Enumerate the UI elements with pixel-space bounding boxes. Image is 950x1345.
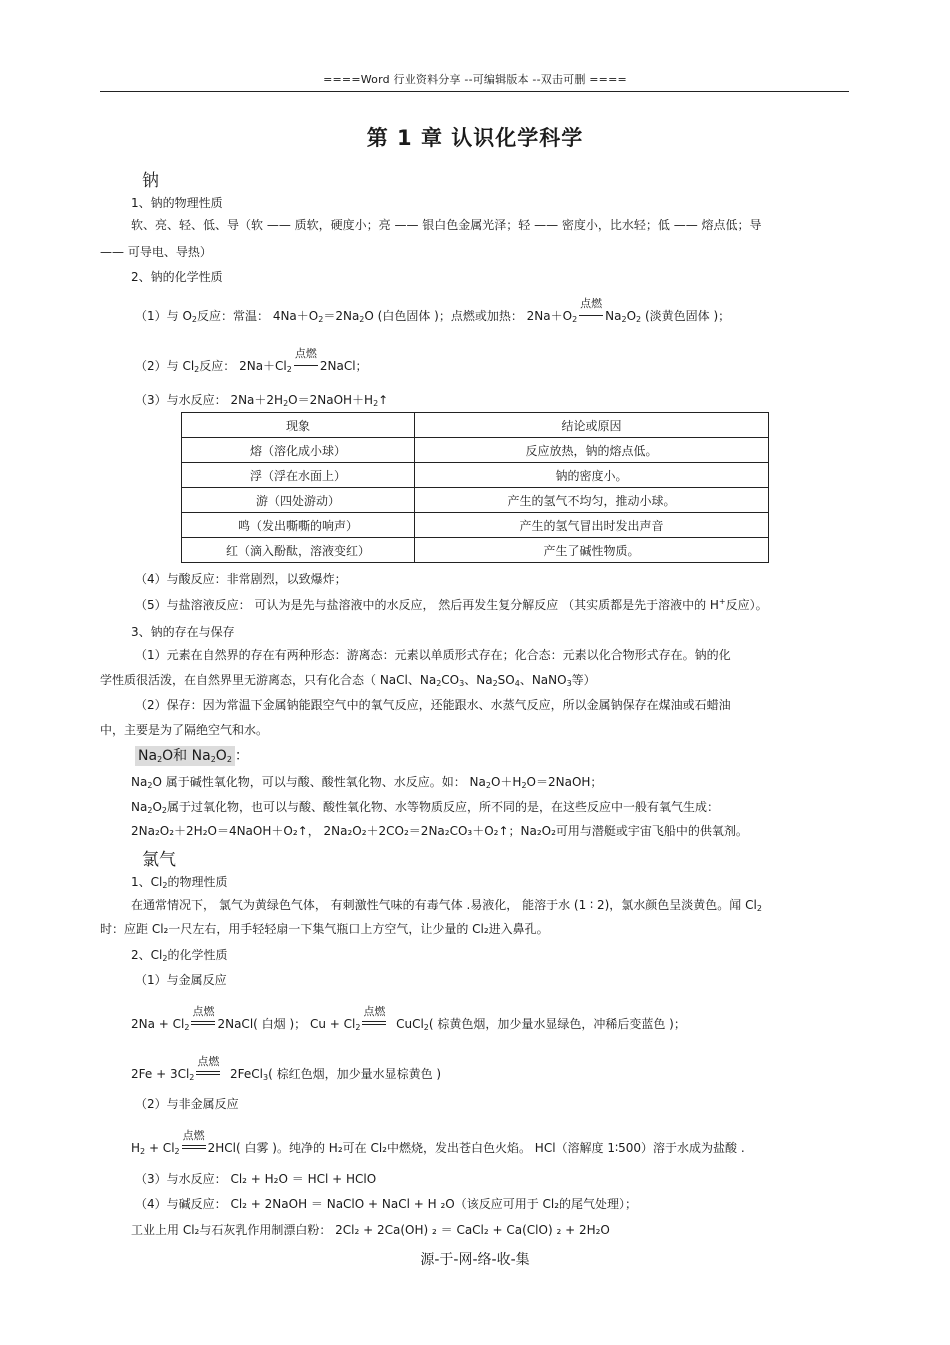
storage-line3: （2）保存：因为常温下金属钠能跟空气中的氧气反应，还能跟水、水蒸气反应，所以金属钠保存在煤油或石蜡油 [135,698,731,712]
industrial-bleach: 工业上用 Cl₂与石灰乳作用制漂白粉： 2Cl₂ + 2Ca(OH) ₂ ＝ CaCl₂ + Ca(ClO) ₂ + 2H₂O [131,1223,610,1237]
nonmetal-reaction-title: （2）与非金属反应 [135,1097,239,1111]
page-header: ====Word 行业资料分享 --可编辑版本 --双击可删 ==== [323,73,627,86]
table-header-row [182,413,769,438]
table-row [182,538,769,563]
sodium-physical-line2: —— 可导电、导热） [100,245,212,259]
reaction-salt: （5）与盐溶液反应： 可认为是先与盐溶液中的水反应， 然后再发生复分解反应 （其实质都是先于溶液中的 H+反应）。 [135,597,768,612]
reaction-acid: （4）与酸反应：非常剧烈，以致爆炸； [135,572,347,586]
ignite-condition: 点燃 [196,1067,220,1081]
oxide-line1: $Na_2O$ 属于碱性氧化物，可以与酸、酸性氧化物、水反应。如： $Na_2O+H_2O=2NaOH$； [131,775,603,790]
table-row [182,463,769,488]
base-reaction: （4）与碱反应： Cl₂ + 2NaOH ＝ NaClO + NaCl + H ₂O（该反应可用于 Cl₂的尾气处理）； [135,1197,638,1211]
ignite-condition: 点燃 [182,1141,206,1155]
table-row [182,488,769,513]
section-heading-sodium: 钠 [142,171,159,191]
table-cell: 产生的氢气不均匀，推动小球。 [415,488,769,513]
reaction-water: （3）与水反应： $2Na+2H_2O=2NaOH+H_2↑$ [135,393,389,408]
table-cell: 红（滴入酚酞，溶液变红） [182,538,415,563]
page-footer: 源-于-网-络-收-集 [420,1252,530,1268]
metal-reaction-line2: $2Fe + 3Cl_2$ 点燃 2FeCl$_3$( 棕红色烟，加少量水显棕黄色 ) [131,1055,442,1082]
chlorine-physical-line2: 时：应距 Cl₂一尺左右，用手轻轻扇一下集气瓶口上方空气，让少量的 Cl₂进入鼻孔。 [100,922,549,936]
chlorine-physical-title: 1、$Cl_2$的物理性质 [131,875,228,890]
table-cell: 游（四处游动） [182,488,415,513]
section-heading-oxides: $Na_2O$和 $Na_2O_2$ ： [135,745,249,765]
ignite-condition: 点燃 [191,1017,215,1031]
phenomena-table [181,412,769,563]
chlorine-physical-line1: 在通常情况下， 氯气为黄绿色气体， 有刺激性气味的有毒气体 .易液化， 能溶于水 (1 ∶ 2)，氯水颜色呈淡黄色。闻 $Cl_2$ [131,898,762,913]
reaction-chlorine: （2）与 $Cl_2$反应： $2Na+Cl_2$ 点燃 2NaCl； [135,347,368,374]
table-cell: 鸣（发出嘶嘶的响声） [182,513,415,538]
chapter-title: 第 1 章 认识化学科学 [366,126,584,150]
ignite-condition: 点燃 [579,309,603,323]
table-header-cell: 现象 [182,413,415,438]
table-cell: 产生了碱性物质。 [415,538,769,563]
metal-reaction-title: （1）与金属反应 [135,973,227,987]
table-cell: 产生的氢气冒出时发出声音 [415,513,769,538]
sodium-storage-title: 3、钠的存在与保存 [131,625,235,639]
table-row [182,438,769,463]
metal-reaction-line1: $2Na + Cl_2$ 点燃 2NaCl( 白烟 )； $Cu + Cl_2$ 点燃 CuCl$_2$( 棕黄色烟，加少量水显绿色，冲稀后变蓝色 )； [131,1005,686,1032]
storage-line1: （1）元素在自然界的存在有两种形态：游离态：元素以单质形式存在；化合态：元素以化合物形式存在。钠的化 [135,648,731,662]
reaction-oxygen: （1）与 $O_2$反应：常温： $4Na+O_2=2Na_2O$ (白色固体 )；点燃或加热： $2Na+O_2$ 点燃 $Na_2O_2$ (淡黄色固体 )； [135,297,731,324]
storage-line4: 中，主要是为了隔绝空气和水。 [100,723,269,737]
header-rule [100,91,849,92]
nonmetal-reaction-line: $H_2 + Cl_2$ 点燃 2HCl( 白雾 )。纯净的 H₂可在 Cl₂中燃烧，发出苍白色火焰。 HCl（溶解度 1∶500）溶于水成为盐酸 . [131,1129,745,1156]
sodium-physical-title: 1、钠的物理性质 [131,196,223,210]
oxide-line2: $Na_2O_2$属于过氧化物，也可以与酸、酸性氧化物、水等物质反应，所不同的是，在这些反应中一般有氧气生成： [131,800,719,815]
section-heading-chlorine: 氯气 [142,850,176,870]
table-cell: 钠的密度小。 [415,463,769,488]
table-cell: 浮（浮在水面上） [182,463,415,488]
table-cell: 反应放热，钠的熔点低。 [415,438,769,463]
ignite-condition: 点燃 [294,359,318,373]
table-header-cell: 结论或原因 [415,413,769,438]
sodium-physical-line1: 软、亮、轻、低、导（软 —— 质软，硬度小；亮 —— 银白色金属光泽；轻 —— 密度小，比水轻；低 —— 熔点低；导 [131,218,762,232]
ignite-condition: 点燃 [362,1017,386,1031]
table-cell: 熔（溶化成小球） [182,438,415,463]
water-reaction: （3）与水反应： Cl₂ + H₂O ＝ HCl + HClO [135,1172,377,1186]
table-row [182,513,769,538]
storage-line2: 学性质很活泼，在自然界里无游离态，只有化合态（ NaCl、$Na_2CO_3$、$Na_2SO_4$、NaNO$_3$等） [100,673,596,688]
chlorine-chemical-title: 2、$Cl_2$的化学性质 [131,948,228,963]
sodium-chemical-title: 2、钠的化学性质 [131,270,223,284]
oxide-line3: 2Na₂O₂＋2H₂O＝4NaOH＋O₂↑， 2Na₂O₂＋2CO₂＝2Na₂CO₃＋O₂↑；Na₂O₂可用与潜艇或宇宙飞船中的供氧剂。 [131,824,748,838]
